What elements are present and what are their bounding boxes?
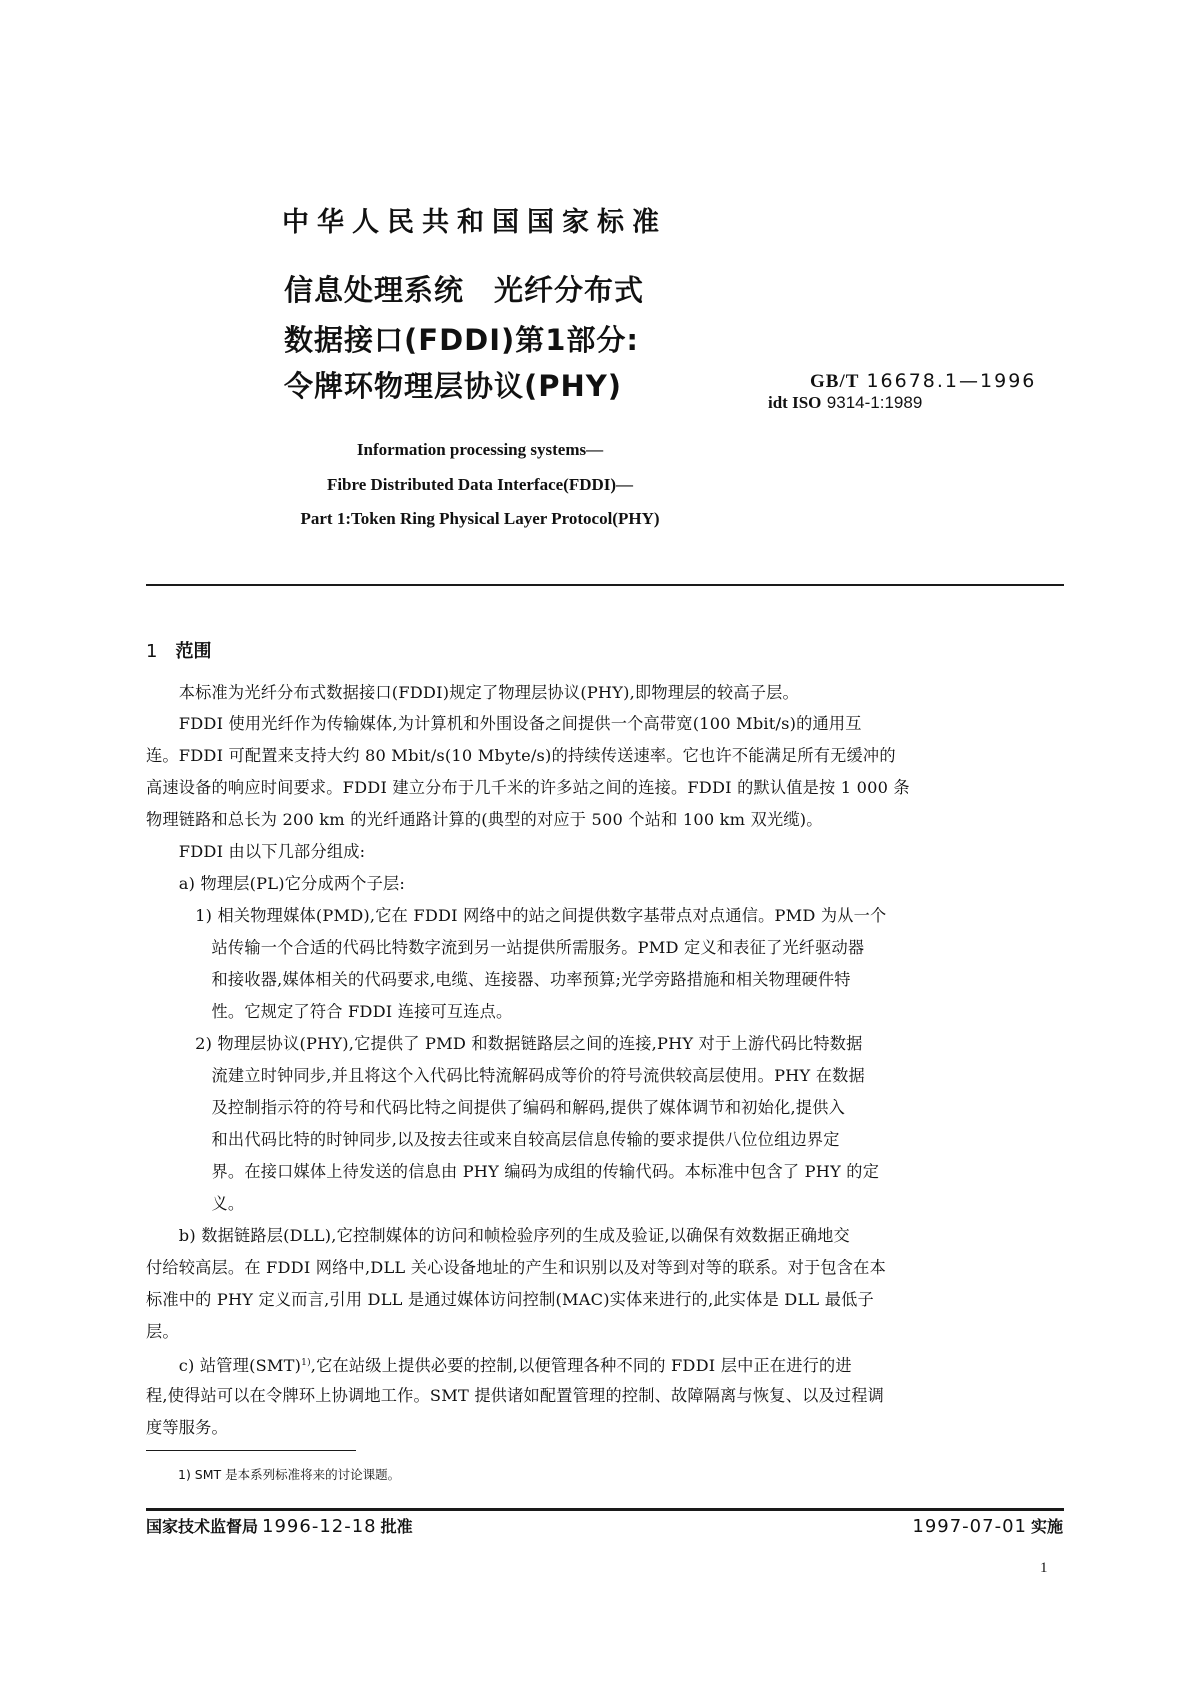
title-en-line-1: Information processing systems— (356, 440, 604, 459)
body-line: 付给较高层。在 FDDI 网络中,DLL 关心设备地址的产生和识别以及对等到对等的联系。对于包含在本 (146, 1258, 886, 1277)
body-line: 本标准为光纤分布式数据接口(FDDI)规定了物理层协议(PHY),即物理层的较高子层。 (146, 683, 799, 702)
title-en-line-2: Fibre Distributed Data Interface(FDDI)— (326, 475, 634, 494)
title-zh-line-1: 信息处理系统 光纤分布式 (284, 273, 645, 307)
body-line: 2) 物理层协议(PHY),它提供了 PMD 和数据链路层之间的连接,PHY 对于上游代码比特数据 (146, 1034, 863, 1053)
idt-number: 9314-1:1989 (826, 393, 923, 412)
body-line: 高速设备的响应时间要求。FDDI 建立分布于几千米的许多站之间的连接。FDDI 的默认值是按 1 000 条 (146, 778, 910, 797)
body-line: a) 物理层(PL)它分成两个子层: (146, 874, 406, 893)
standard-number (810, 370, 1036, 393)
approve-date: 1996-12-18 (262, 1516, 377, 1537)
body-line: FDDI 使用光纤作为传输媒体,为计算机和外围设备之间提供一个高带宽(100 Mbit/s)的通用互 (146, 714, 862, 733)
page-number: 1 (1040, 1560, 1048, 1576)
body-line: 流建立时钟同步,并且将这个入代码比特流解码成等价的符号流供较高层使用。PHY 在数据 (146, 1066, 865, 1085)
idt-reference (768, 393, 922, 413)
body-line: 及控制指示符的符号和代码比特之间提供了编码和解码,提供了媒体调节和初始化,提供入 (146, 1098, 845, 1117)
section-number: 1 (146, 641, 158, 662)
standard-number-value: 16678.1—1996 (866, 370, 1037, 392)
section-heading (146, 637, 211, 663)
body-line: 和出代码比特的时钟同步,以及按去往或来自较高层信息传输的要求提供八位位组边界定 (146, 1130, 840, 1149)
body-line: 性。它规定了符合 FDDI 连接可互连点。 (146, 1002, 513, 1021)
smt-line-1 (146, 1348, 1064, 1381)
footnote-text: 1) SMT 是本系列标准将来的讨论课题。 (178, 1467, 401, 1482)
standard-prefix: GB/T (810, 371, 860, 392)
body-line: 义。 (146, 1194, 245, 1213)
body-line: FDDI 由以下几部分组成: (146, 842, 366, 861)
body-line: 站传输一个合适的代码比特数字流到另一站提供所需服务。PMD 定义和表征了光纤驱动器 (146, 938, 865, 957)
effective-info (912, 1514, 1063, 1537)
body-line: 层。 (146, 1322, 179, 1341)
body-line: 连。FDDI 可配置来支持大约 80 Mbit/s(10 Mbyte/s)的持续传送速率。它也许不能满足所有无缓冲的 (146, 746, 896, 765)
national-standard-heading: 中华人民共和国国家标准 (282, 207, 667, 238)
body-line: 1) 相关物理媒体(PMD),它在 FDDI 网络中的站之间提供数字基带点对点通信。PMD 为从一个 (146, 906, 887, 925)
smt-line-2: 程,使得站可以在令牌环上协调地工作。SMT 提供诸如配置管理的控制、故障隔离与恢复、以及过程调 (146, 1386, 885, 1405)
header-divider (146, 584, 1064, 586)
smt-text-post: ,它在站级上提供必要的控制,以便管理各种不同的 FDDI 层中正在进行的进 (310, 1356, 852, 1375)
body-line: 和接收器,媒体相关的代码要求,电缆、连接器、功率预算;光学旁路措施和相关物理硬件特 (146, 970, 851, 989)
title-en-line-3: Part 1:Token Ring Physical Layer Protocol(PHY) (300, 509, 660, 528)
footnote-reference[interactable]: 1) (301, 1358, 311, 1368)
body-line: 标准中的 PHY 定义而言,引用 DLL 是通过媒体访问控制(MAC)实体来进行的,此实体是 DLL 最低子 (146, 1290, 874, 1309)
title-zh-line-3: 令牌环物理层协议(PHY) (284, 369, 623, 403)
approve-label: 批准 (380, 1517, 413, 1536)
body-line: b) 数据链路层(DLL),它控制媒体的访问和帧检验序列的生成及验证,以确保有效数据正确地交 (146, 1226, 850, 1245)
footnote-divider (146, 1450, 356, 1451)
idt-label: idt ISO (768, 393, 822, 412)
issuer: 国家技术监督局 (146, 1517, 259, 1536)
footer-divider (146, 1508, 1064, 1511)
effective-date: 1997-07-01 (912, 1516, 1027, 1537)
section-title: 范围 (175, 641, 212, 662)
body-line: 物理链路和总长为 200 km 的光纤通路计算的(典型的对应于 500 个站和 100 km 双光缆)。 (146, 810, 823, 829)
smt-line-3: 度等服务。 (146, 1418, 228, 1437)
smt-text-pre: c) 站管理(SMT) (146, 1356, 302, 1375)
title-zh-line-2: 数据接口(FDDI)第1部分: (284, 323, 640, 357)
body-line: 界。在接口媒体上待发送的信息由 PHY 编码为成组的传输代码。本标准中包含了 PHY 的定 (146, 1162, 880, 1181)
approval-info (146, 1514, 413, 1537)
effective-label: 实施 (1030, 1517, 1063, 1536)
